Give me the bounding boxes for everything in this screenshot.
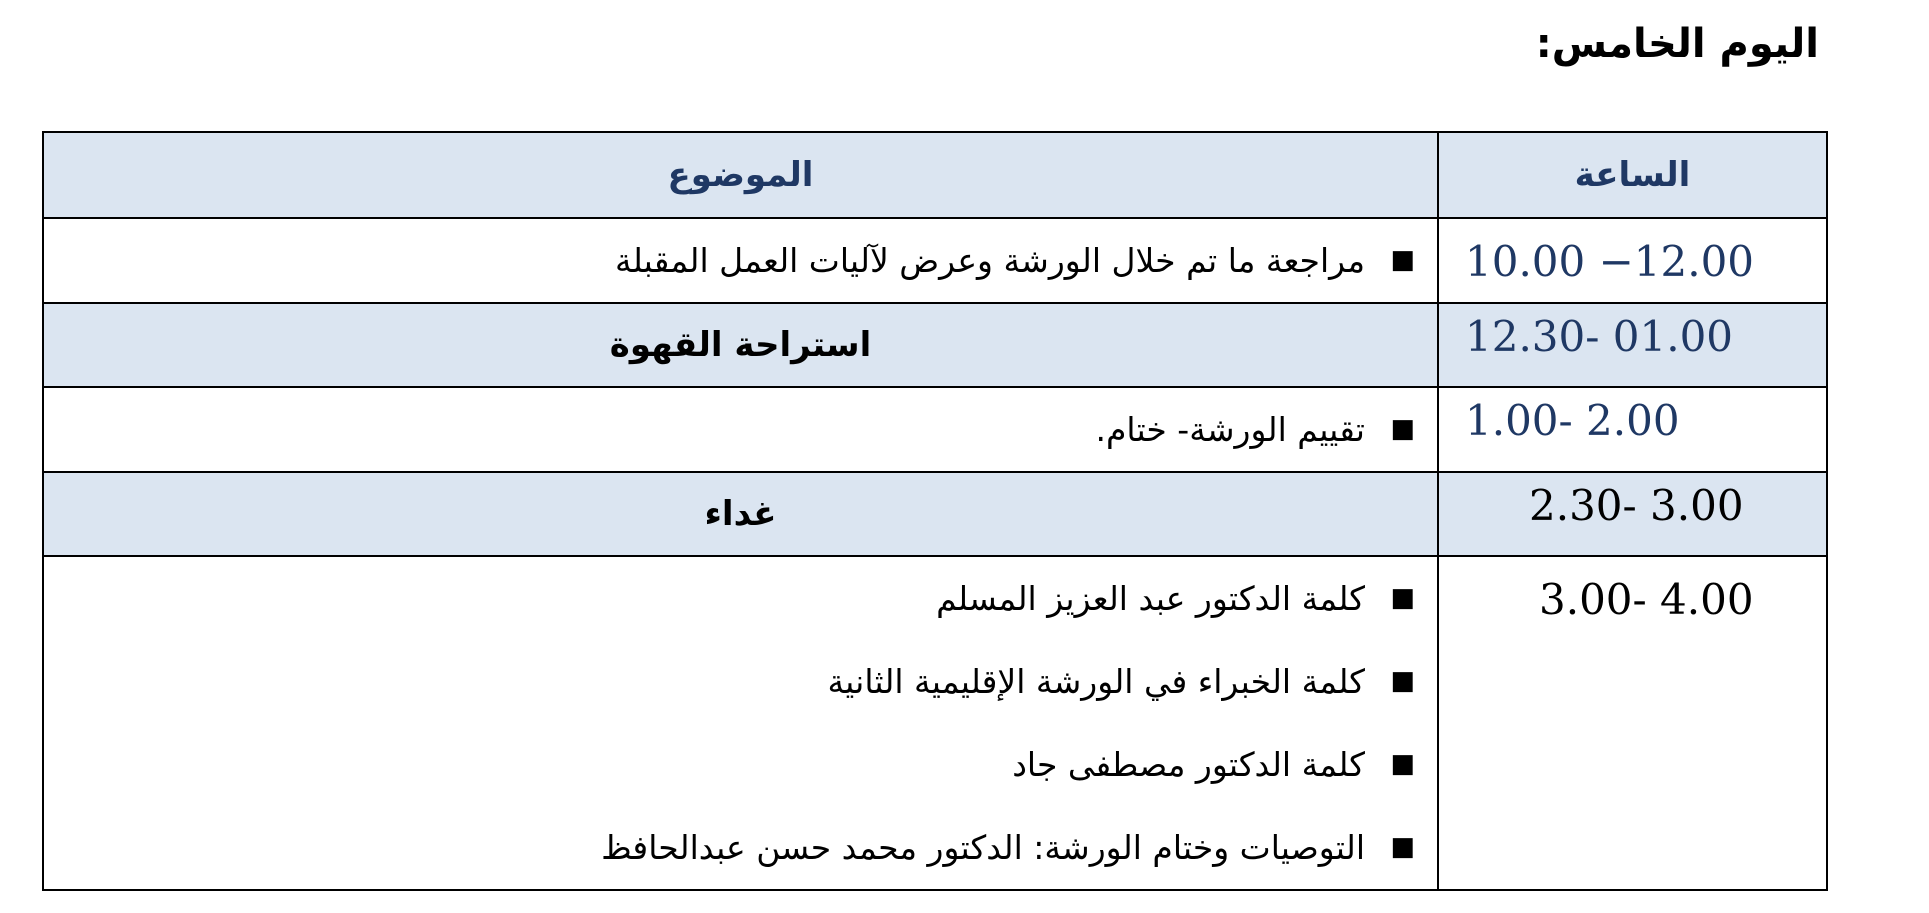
table-row [43, 303, 1827, 387]
square-bullet-icon: ■ [1390, 414, 1415, 444]
topic-cell [43, 387, 1438, 472]
square-bullet-icon: ■ [1390, 583, 1415, 613]
table-header-row [43, 132, 1827, 218]
topic-column-header: الموضوع [43, 132, 1438, 218]
list-item-text: كلمة الدكتور مصطفى جاد [1012, 745, 1365, 784]
day-heading: اليوم الخامس: [1535, 21, 1819, 67]
time-cell: 3.00- 4.00 [1438, 556, 1827, 890]
list-item-text: تقييم الورشة- ختام. [1095, 410, 1365, 449]
list-item [44, 388, 1415, 471]
time-cell: 10.00 −12.00 [1438, 218, 1827, 303]
time-cell: 12.30- 01.00 [1438, 303, 1827, 387]
topic-cell [43, 556, 1438, 890]
list-item [44, 557, 1415, 640]
bullet-list [44, 557, 1415, 889]
lunch-cell: غداء [43, 472, 1438, 556]
square-bullet-icon: ■ [1390, 832, 1415, 862]
time-cell: 1.00- 2.00 [1438, 387, 1827, 472]
list-item-text: مراجعة ما تم خلال الورشة وعرض لآليات العمل المقبلة [615, 241, 1365, 280]
topic-cell [43, 218, 1438, 303]
square-bullet-icon: ■ [1390, 749, 1415, 779]
list-item [44, 640, 1415, 723]
coffee-break-cell: استراحة القهوة [43, 303, 1438, 387]
time-cell: 2.30- 3.00 [1438, 472, 1827, 556]
schedule-table [42, 131, 1828, 891]
list-item [44, 806, 1415, 889]
table-row [43, 556, 1827, 890]
square-bullet-icon: ■ [1390, 666, 1415, 696]
table-row [43, 472, 1827, 556]
bullet-list [44, 388, 1415, 471]
list-item [44, 219, 1415, 302]
table-row [43, 387, 1827, 472]
bullet-list [44, 219, 1415, 302]
time-column-header: الساعة [1438, 132, 1827, 218]
list-item [44, 723, 1415, 806]
list-item-text: كلمة الدكتور عبد العزيز المسلم [936, 579, 1365, 618]
list-item-text: كلمة الخبراء في الورشة الإقليمية الثانية [827, 662, 1365, 701]
square-bullet-icon: ■ [1390, 245, 1415, 275]
table-row [43, 218, 1827, 303]
list-item-text: التوصيات وختام الورشة: الدكتور محمد حسن عبدالحافظ [601, 828, 1365, 867]
